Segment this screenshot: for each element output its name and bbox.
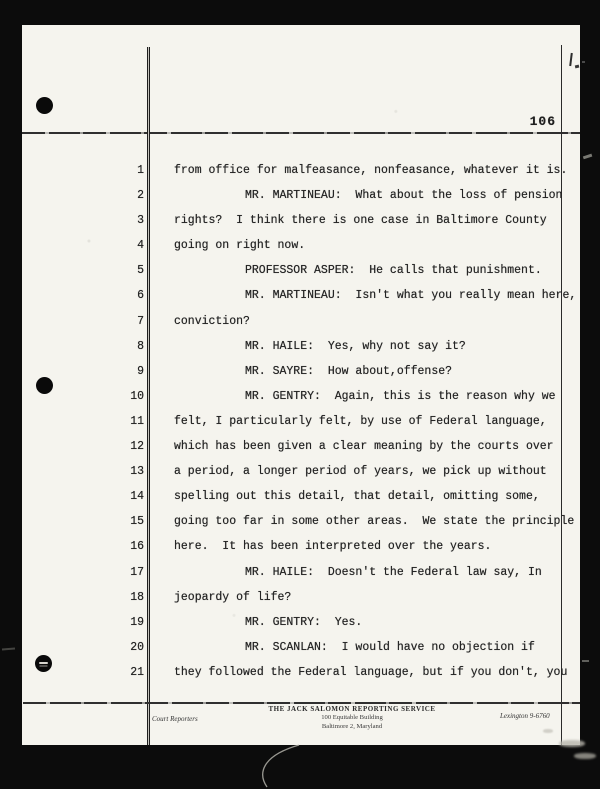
line-number: 3 bbox=[137, 214, 144, 228]
line-number: 11 bbox=[130, 414, 144, 428]
transcript-line bbox=[22, 484, 580, 509]
paper-sheet bbox=[22, 25, 580, 745]
line-number: 13 bbox=[130, 465, 144, 479]
line-number: 5 bbox=[137, 264, 144, 278]
line-text: MR. HAILE: Yes, why not say it? bbox=[245, 339, 466, 353]
line-number: 16 bbox=[130, 540, 144, 554]
transcript-line bbox=[22, 384, 580, 409]
line-text: going on right now. bbox=[174, 239, 306, 253]
line-text: going too far in some other areas. We state the principle bbox=[174, 515, 575, 529]
scan-artifact bbox=[582, 61, 585, 63]
transcript-line bbox=[22, 585, 580, 610]
line-number: 4 bbox=[137, 239, 144, 253]
line-number: 18 bbox=[130, 590, 144, 604]
line-text: conviction? bbox=[174, 314, 250, 328]
transcript-lines bbox=[22, 158, 580, 685]
line-number: 20 bbox=[130, 640, 144, 654]
line-number: 12 bbox=[130, 440, 144, 454]
transcript-line bbox=[22, 183, 580, 208]
line-number: 7 bbox=[137, 314, 144, 328]
line-number: 9 bbox=[137, 364, 144, 378]
line-text: MR. GENTRY: Yes. bbox=[245, 615, 363, 629]
transcript-line bbox=[22, 158, 580, 183]
transcript-line bbox=[22, 309, 580, 334]
transcript-line bbox=[22, 534, 580, 559]
transcript-line bbox=[22, 635, 580, 660]
line-text: MR. SCANLAN: I would have no objection if bbox=[245, 640, 535, 654]
transcript-line bbox=[22, 258, 580, 283]
transcript-line bbox=[22, 610, 580, 635]
hole-punch-top bbox=[36, 97, 53, 114]
transcript-line bbox=[22, 334, 580, 359]
footer-phone-number: Lexington 9-6760 bbox=[500, 712, 550, 720]
line-number: 14 bbox=[130, 490, 144, 504]
scan-smudge bbox=[574, 753, 596, 759]
transcript-line bbox=[22, 409, 580, 434]
line-text: here. It has been interpreted over the years. bbox=[174, 540, 492, 554]
line-text: felt, I particularly felt, by use of Federal language, bbox=[174, 414, 547, 428]
scan-artifact bbox=[583, 154, 592, 159]
line-number: 15 bbox=[130, 515, 144, 529]
line-text: jeopardy of life? bbox=[174, 590, 292, 604]
line-text: spelling out this detail, that detail, omitting some, bbox=[174, 490, 540, 504]
hole-punch-middle bbox=[36, 377, 53, 394]
transcript-line bbox=[22, 509, 580, 534]
transcript-line bbox=[22, 233, 580, 258]
header-rule bbox=[22, 132, 580, 134]
service-address-line2: Baltimore 2, Maryland bbox=[321, 722, 383, 730]
transcript-line bbox=[22, 208, 580, 233]
hole-punch-bottom bbox=[35, 655, 52, 672]
service-address-line1: 100 Equitable Building bbox=[321, 714, 383, 721]
line-text: MR. GENTRY: Again, this is the reason why we bbox=[245, 389, 556, 403]
scratch-mark bbox=[253, 741, 309, 789]
scan-smudge bbox=[543, 729, 553, 733]
scan-smudge bbox=[559, 740, 585, 747]
hole-punch-glare bbox=[39, 662, 48, 664]
reporting-service-name: THE JACK SALOMON REPORTING SERVICE bbox=[268, 705, 436, 713]
footer-letterhead bbox=[202, 705, 502, 731]
line-number: 17 bbox=[130, 565, 144, 579]
line-text: MR. SAYRE: How about,offense? bbox=[245, 364, 453, 378]
transcript-line bbox=[22, 283, 580, 308]
transcript-line bbox=[22, 434, 580, 459]
line-text: MR. MARTINEAU: Isn't what you really mean here, bbox=[245, 289, 577, 303]
scan-artifact bbox=[575, 65, 579, 68]
line-text: rights? I think there is one case in Baltimore County bbox=[174, 214, 547, 228]
scan-artifact bbox=[2, 648, 15, 651]
line-text: which has been given a clear meaning by the courts over bbox=[174, 440, 554, 454]
footer-court-reporters-label: Court Reporters bbox=[152, 715, 198, 723]
line-number: 19 bbox=[130, 615, 144, 629]
page-number: 106 bbox=[529, 114, 556, 129]
footer-rule bbox=[23, 702, 580, 704]
line-text: from office for malfeasance, nonfeasance, whatever it is. bbox=[174, 164, 568, 177]
line-text: they followed the Federal language, but if you don't, you bbox=[174, 665, 568, 679]
line-text: PROFESSOR ASPER: He calls that punishment. bbox=[245, 264, 542, 278]
transcript-line bbox=[22, 359, 580, 384]
line-number: 10 bbox=[130, 389, 144, 403]
line-number: 2 bbox=[137, 189, 144, 203]
line-text: a period, a longer period of years, we pick up without bbox=[174, 465, 547, 479]
line-number: 21 bbox=[130, 665, 144, 679]
scan-artifact bbox=[582, 660, 589, 662]
line-number: 8 bbox=[137, 339, 144, 353]
transcript-line bbox=[22, 459, 580, 484]
scan-artifact bbox=[569, 53, 573, 66]
transcript-line bbox=[22, 560, 580, 585]
line-text: MR. MARTINEAU: What about the loss of pension bbox=[245, 189, 563, 203]
transcript-line bbox=[22, 660, 580, 685]
line-number: 1 bbox=[137, 164, 144, 177]
line-number: 6 bbox=[137, 289, 144, 303]
line-text: MR. HAILE: Doesn't the Federal law say, In bbox=[245, 565, 542, 579]
